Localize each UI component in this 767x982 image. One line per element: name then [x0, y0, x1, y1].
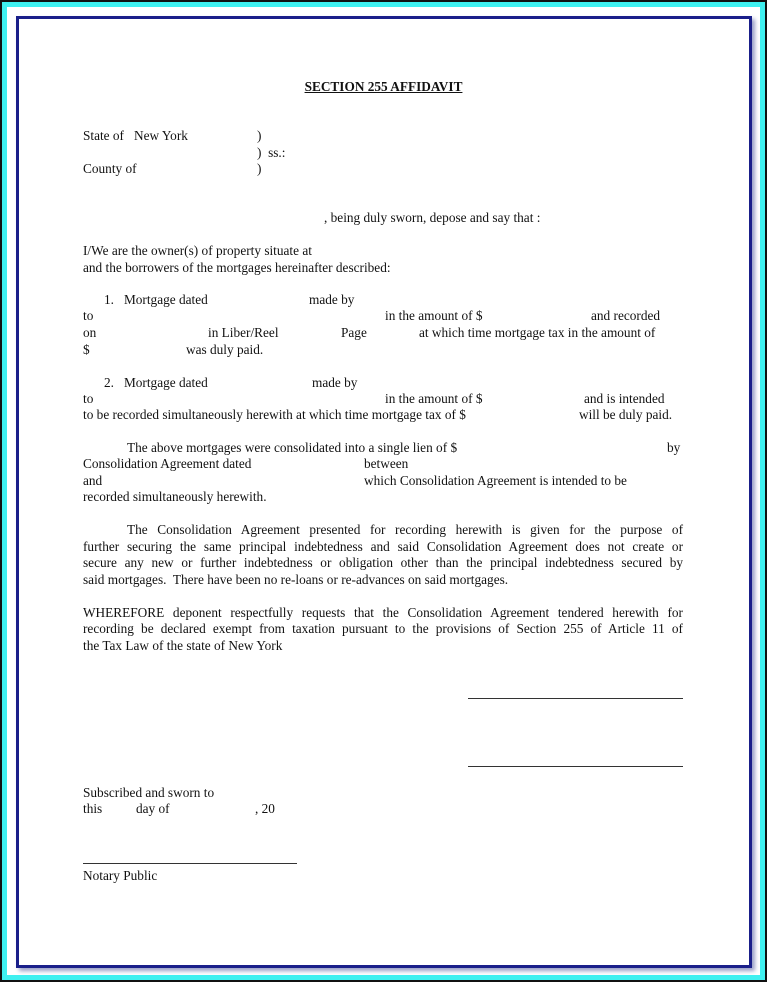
venue-bracket: ) [257, 128, 262, 143]
mortgage1-liber: in Liber/Reel [208, 325, 279, 340]
mortgage1-made-by: made by [309, 292, 355, 307]
purpose-line: The Consolidation Agreement presented for recording herewith is given for the purpose of [127, 522, 683, 537]
mortgage2-recorded-line: to be recorded simultaneously herewith at which time mortgage tax of $ [83, 407, 466, 422]
wherefore-line: WHEREFORE deponent respectfully requests that the Consolidation Agreement tendered herewith for [83, 605, 683, 620]
mortgage1-amount: in the amount of $ [385, 308, 483, 323]
mortgage2-intended: and is intended [584, 391, 665, 406]
consolidation-recorded: recorded simultaneously herewith. [83, 489, 267, 504]
mortgage1-on: on [83, 325, 97, 340]
jurat-subscribed: Subscribed and sworn to [83, 785, 215, 800]
deponent-signature-line [468, 766, 683, 767]
mortgage1-to: to [83, 308, 94, 323]
consolidation-line: The above mortgages were consolidated into a single lien of $ [127, 440, 458, 455]
purpose-line: said mortgages. There have been no re-loans or re-advances on said mortgages. [83, 572, 509, 587]
mortgage1-dollar: $ [83, 342, 90, 357]
mortgage1-dated: 1. Mortgage dated [104, 292, 208, 307]
mortgage2-amount: in the amount of $ [385, 391, 483, 406]
purpose-line: further securing the same principal indebtedness and said Consolidation Agreement does not create or [83, 539, 683, 554]
notary-label: Notary Public [83, 868, 158, 883]
mortgage2-will-be-paid: will be duly paid. [579, 407, 673, 422]
jurat-year: , 20 [255, 801, 275, 816]
jurat-this: this [83, 801, 103, 816]
state-label: State of New York [83, 128, 188, 143]
owners-line: and the borrowers of the mortgages hereinafter described: [83, 260, 391, 275]
consolidation-intended: which Consolidation Agreement is intended to be [364, 473, 627, 488]
consolidation-between: between [364, 456, 409, 471]
wherefore-line: recording be declared exempt from taxation pursuant to the provisions of Section 255 of Article 11 of [83, 621, 683, 636]
notary-signature-line [83, 863, 297, 864]
venue-ss: ) ss.: [257, 145, 286, 160]
mortgage1-recorded: and recorded [591, 308, 661, 323]
mortgage2-made-by: made by [312, 375, 358, 390]
owners-line: I/We are the owner(s) of property situate at [83, 243, 312, 258]
deponent-signature-line [468, 698, 683, 699]
venue-bracket: ) [257, 161, 262, 176]
consolidation-dated: Consolidation Agreement dated [83, 456, 252, 471]
mortgage2-dated: 2. Mortgage dated [104, 375, 208, 390]
wherefore-line: the Tax Law of the state of New York [83, 638, 283, 653]
sworn-statement: , being duly sworn, depose and say that : [324, 210, 541, 225]
mortgage1-tax: at which time mortgage tax in the amount of [419, 325, 656, 340]
mortgage1-page: Page [341, 325, 367, 340]
mortgage1-paid: was duly paid. [186, 342, 264, 357]
document-title: SECTION 255 AFFIDAVIT [304, 79, 463, 94]
county-label: County of [83, 161, 137, 176]
mortgage2-to: to [83, 391, 94, 406]
consolidation-by: by [667, 440, 681, 455]
consolidation-and: and [83, 473, 103, 488]
purpose-line: secure any new or further indebtedness or obligation other than the principal indebtedness secured by [83, 555, 683, 570]
jurat-day-of: day of [136, 801, 170, 816]
